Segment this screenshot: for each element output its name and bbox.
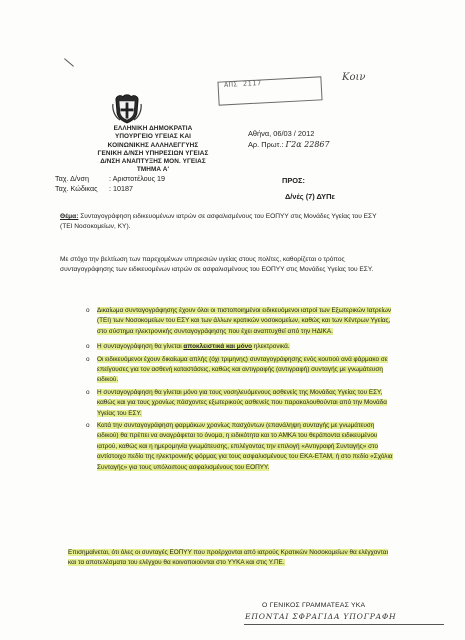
ministry-header	[78, 125, 228, 175]
list-item-text: Η συνταγογράφηση θα γίνεται μόνο για τους νοσηλευόμενους ασθενείς της Μονάδας Υγείας του ΕΣΥ, καθώς και για τους χρονίως πάσχοντες εξωτερικούς ασθενείς που παρακολουθούνται από την Μονάδα Υγείας του ΕΣΥ.	[97, 388, 387, 417]
handwritten-signature-note: ΕΠΟΝΤΑΙ ΣΦΡΑΓΙΔΑ ΥΠΟΓΡΑΦΗ	[245, 612, 397, 621]
date-protocol-block	[248, 128, 330, 150]
list-item-text-pre: Η συνταγογράφηση θα γίνεται	[97, 343, 184, 351]
protocol-label: Αρ. Πρωτ.:	[248, 140, 284, 149]
header-line: ΚΟΙΝΩΝΙΚΗΣ ΑΛΛΗΛΕΓΓΥΗΣ	[107, 141, 199, 149]
list-item	[86, 421, 396, 473]
list-item	[86, 342, 396, 352]
bullet-icon: o	[86, 343, 90, 351]
list-item-text: Κατά την συνταγογράφηση φαρμάκων χρονίως πασχόντων (επανάληψη συνταγής με γνωμάτευση ειδικού) θα πρέπει να αναγράφεται το όνομα, η ειδικότητα και το ΑΜΚΑ του θεράποντα ειδικευμένου ιατρού, καθώς και η ημερομηνία γνωμάτευσης, επιλέγοντας την επιλογή «Αντιγραφή Συνταγής» στο αντίστοιχο πεδίο της ηλεκτρονικής φόρμας για τους ασφαλισμένους του ΕΚΑ-ΕΤΑΜ, ή στο πεδίο «Σχόλια Συνταγής» για τους υπόλοιπους ασφαλισμένους του ΕΟΠΥΥ.	[97, 422, 393, 471]
handwritten-note-top: Κοιν	[342, 72, 366, 83]
bullet-icon: o	[86, 388, 90, 396]
registry-stamp-number: ΑΠΣ 2117	[223, 79, 262, 89]
greek-coat-of-arms-icon	[112, 92, 142, 124]
to-label: ΠΡΟΣ:	[282, 176, 305, 185]
list-item-text-post: ηλεκτρονικά.	[252, 343, 290, 351]
signer-title: Ο ΓΕΝΙΚΟΣ ΓΡΑΜΜΑΤΕΑΣ ΥΚΑ	[262, 602, 366, 609]
instructions-list	[86, 306, 396, 475]
scan-mark	[64, 58, 74, 66]
list-item	[86, 306, 396, 337]
header-line: ΓΕΝΙΚΗ Δ/ΝΣΗ ΥΠΗΡΕΣΙΩΝ ΥΓΕΙΑΣ	[97, 149, 209, 157]
closing-text: Επισημαίνεται, ότι όλες οι συνταγές ΕΟΠΥΥ που προέρχονται από ιατρούς Κρατικών Νοσοκομείων θα ελέγχονται και τα αποτελέσματα του ελέγχου θα κοινοποιούνται στο ΥΥΚΑ και στις Υ.ΠΕ.	[68, 549, 389, 567]
list-item-text	[97, 343, 290, 350]
list-item	[86, 388, 396, 419]
address-street-label: Ταχ. Δ/νση	[55, 174, 89, 183]
recipients: Δ/νές (7) ΔΥΠε	[285, 192, 335, 201]
date-line: Αθήνα, 06/03 / 2012	[248, 129, 315, 138]
address-zip-label: Ταχ. Κώδικας	[55, 183, 98, 193]
subject-label: Θέμα:	[60, 213, 79, 220]
intro-paragraph: Με στόχο την βελτίωση των παρεχομένων υπηρεσιών υγείας στους πολίτες, καθορίζεται ο τρόπος συνταγογράφησης των ειδικευομένων ιατρών σε ασφαλισμένους του ΕΟΠΥΥ στις Μονάδες Υγείας του ΕΣΥ.	[60, 256, 374, 273]
header-line: ΥΠΟΥΡΓΕΙΟ ΥΓΕΙΑΣ ΚΑΙ	[114, 133, 192, 141]
bullet-icon: o	[86, 355, 90, 363]
list-item-text: Οι ειδικευόμενοι έχουν δικαίωμα απλής (όχι τριμηνης) συνταγογράφησης ενός κουτιού ανά φάρμακο σε επείγουσες για τον ασθενή καταστάσεις, καθώς και αντιγραφής (αντιγραφή) συνταγής με γνωμάτευση ειδικού.	[97, 355, 388, 384]
bullet-icon: o	[86, 422, 90, 430]
closing-paragraph	[68, 548, 398, 569]
address-street-value: : Αριστοτέλους 19	[109, 174, 166, 183]
address-zip-value: : 10187	[109, 183, 133, 193]
address-zip-row	[55, 184, 165, 194]
header-line: ΕΛΛΗΝΙΚΗ ΔΗΜΟΚΡΑΤΙΑ	[113, 125, 193, 132]
list-item	[86, 355, 396, 386]
list-item-text: Δικαίωμα συνταγογράφησης έχουν όλοι οι πιστοποιημένοι ειδικευόμενοι ιατροί των Εξωτερικών Ιατρείων (ΤΕΙ) των Νοσοκομείων του ΕΣΥ και των άλλων κρατικών νοσοκομείων, καθώς και των Κέντρων Υγείας, στο σύστημα ηλεκτρονικής συνταγογράφησης που έχει αναπτυχθεί από την ΗΔΙΚΑ.	[97, 307, 392, 335]
protocol-line	[248, 139, 330, 150]
header-line: Δ/ΝΣΗ ΑΝΑΠΤΥΞΗΣ ΜΟΝ. ΥΓΕΙΑΣ	[100, 158, 206, 166]
signature-underline	[244, 624, 444, 625]
protocol-number: Γ2α 22867	[285, 140, 330, 149]
address-street-row	[55, 174, 165, 184]
subject-line	[60, 212, 390, 231]
list-item-emphasis: αποκλειστικά και μόνο	[183, 343, 253, 351]
address-block	[55, 174, 165, 193]
bullet-icon: o	[86, 307, 90, 314]
header-line: ΤΜΗΜΑ Α'	[136, 166, 170, 174]
subject-text: Συνταγογράφηση ειδικευομένων ιατρών σε ασφαλισμένους του ΕΟΠΥΥ στις Μονάδες Υγείας του ΕΣΥ (ΤΕΙ Νοσοκομείων, ΚΥ).	[60, 213, 377, 230]
